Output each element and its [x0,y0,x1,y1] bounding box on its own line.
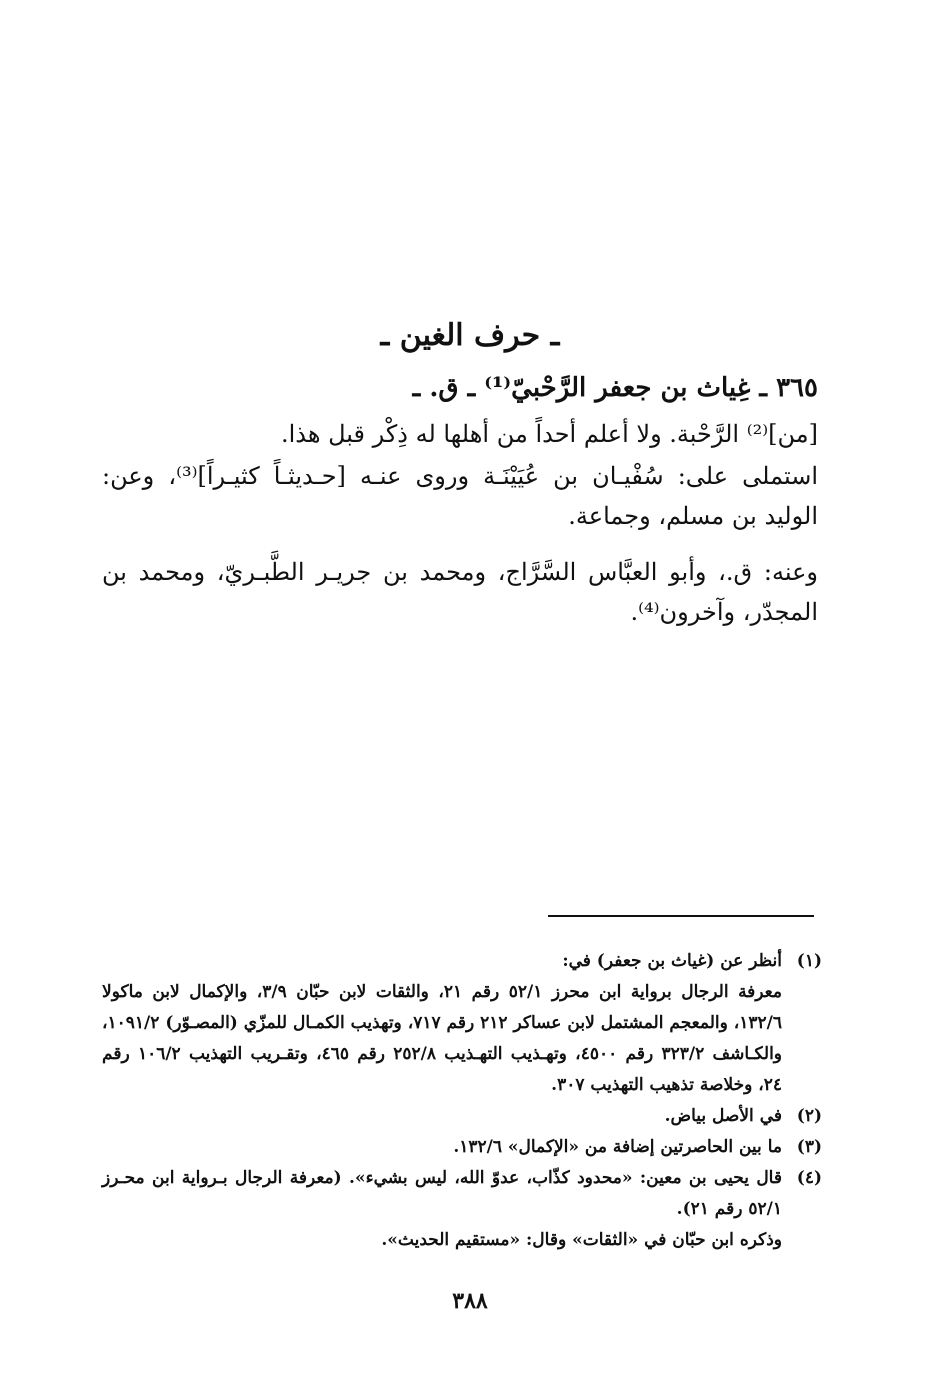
entry-students-paragraph: وعنه: ق.، وأبو العبَّاس السَّرَّاج، ومحمد بن جريـر الطَّبـريّ، ومحمد بن المجدّر، وآخرون⁽⁴⁾. [102,558,818,626]
footnote-separator [548,915,814,917]
chapter-title: ـ حرف الغين ـ [380,318,560,353]
entry-heading: ٣٦٥ ـ غِياث بن جعفر الرَّحْبيّ⁽¹⁾ ـ ق. ـ [412,373,818,403]
entry-origin-line: [من]⁽²⁾ الرَّحْبة. ولا أعلم أحداً من أهلها له ذِكْر قبل هذا. [280,420,818,448]
footnote-2 [102,1101,822,1132]
footnote-text: قال يحيى بن معين: «محدود كذّاب، عدوّ الله، ليس بشيء». (معرفة الرجال بـرواية ابن محـرز ٥٢/١ رقم ٢١). [102,1168,782,1219]
footnote-text: معرفة الرجال برواية ابن محرز ٥٢/١ رقم ٢١، والثقات لابن حبّان ٣/٩، والإكمال لابن ماكولا ١٣٢/٦، والمعجم المشتمل لابن عساكر ٢١٢ رقم ٧١٧، وتهذيب الكمـال للمزّي (المصـوّر) ١٠٩١/٢، والكـاشف ٣٢٣/٢ رقم ٤٥٠٠، وتهـذيب التهـذيب ٢٥٢/٨ رقم ٤٦٥، وتقـريب التهذيب ١٠٦/٢ رقم ٢٤، وخلاصة تذهيب التهذيب ٣٠٧. [102,982,783,1095]
entry-teachers-paragraph: استملى على: سُفْيـان بن عُيَيْنَـة وروى عنـه [حـديثـاً كثيـراً]⁽³⁾، وعن: الوليد بن مسلم، وجماعة. [102,462,818,530]
footnote-4 [102,1163,822,1225]
footnote-number: (٤) [796,1168,822,1188]
footnote-1 [102,946,822,1101]
footnotes-section [102,946,822,1256]
footnote-number: (٣) [796,1137,822,1157]
footnote-text: أنظر عن (غياث بن جعفر) في: [562,951,782,971]
footnote-number: (٢) [796,1106,822,1126]
footnote-text: ما بين الحاصرتين إضافة من «الإكمال» ١٣٢/٦. [453,1137,782,1157]
footnote-3 [102,1132,822,1163]
footnote-4-continuation: وذكره ابن حبّان في «الثقات» وقال: «مستقيم الحديث». [381,1230,782,1250]
page-number: ٣٨٨ [452,1288,488,1314]
footnote-number: (١) [796,951,822,971]
footnote-text: في الأصل بياض. [664,1106,782,1126]
